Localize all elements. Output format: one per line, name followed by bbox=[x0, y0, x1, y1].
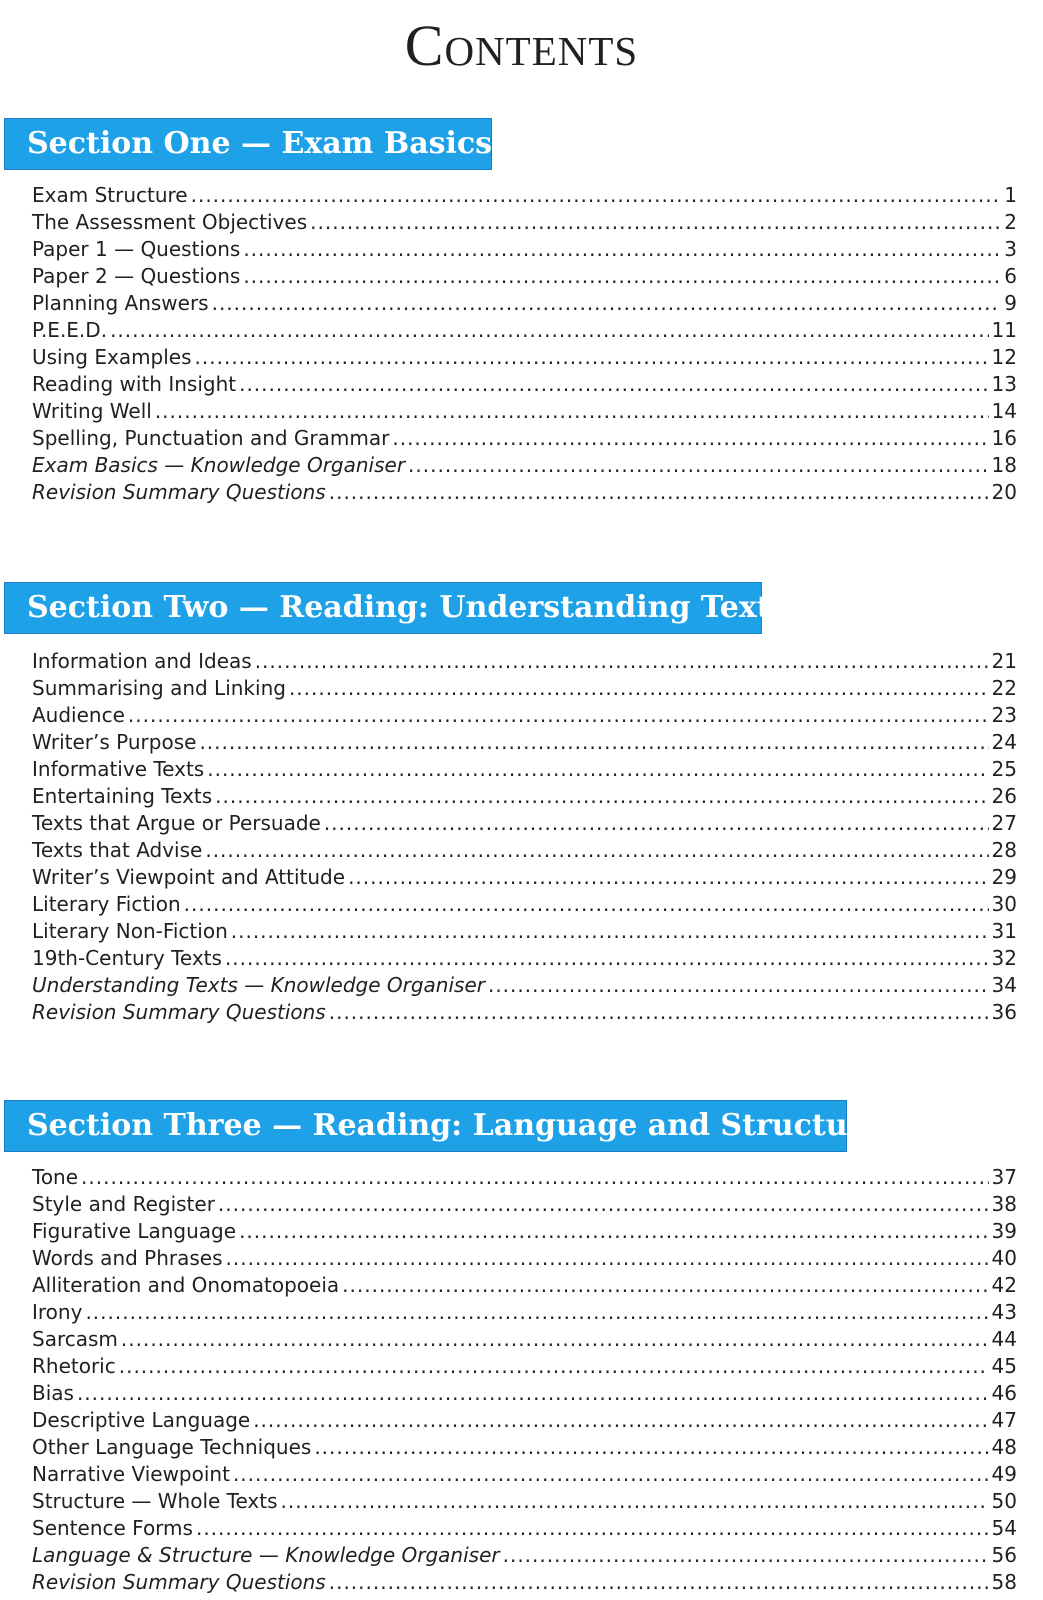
toc-entry bbox=[32, 479, 1017, 506]
dot-leader bbox=[207, 756, 988, 783]
toc-entry bbox=[32, 648, 1017, 675]
toc-entry-title: Revision Summary Questions bbox=[32, 480, 326, 504]
toc-entry-title: Words and Phrases bbox=[32, 1246, 223, 1270]
toc-entry bbox=[32, 1326, 1017, 1353]
dot-leader bbox=[226, 1245, 989, 1272]
toc-entry-page: 23 bbox=[991, 703, 1017, 727]
toc-entry-title: Using Examples bbox=[32, 345, 192, 369]
toc-entry-page: 56 bbox=[991, 1543, 1017, 1567]
toc-entry-page: 31 bbox=[991, 919, 1017, 943]
toc-entry-title: Entertaining Texts bbox=[32, 784, 213, 808]
toc-entry bbox=[32, 1515, 1017, 1542]
toc-entry-page: 58 bbox=[991, 1570, 1017, 1594]
toc-entry-title: Figurative Language bbox=[32, 1219, 237, 1243]
toc-entry-title: Literary Non-Fiction bbox=[32, 919, 228, 943]
toc-entry bbox=[32, 972, 1017, 999]
toc-entry-title: Writer’s Purpose bbox=[32, 730, 197, 754]
toc-entry-page: 3 bbox=[1004, 237, 1017, 261]
toc-entry bbox=[32, 1488, 1017, 1515]
toc-entry-title: Revision Summary Questions bbox=[32, 1570, 326, 1594]
toc-entry-page: 1 bbox=[1004, 183, 1017, 207]
dot-leader bbox=[239, 1218, 988, 1245]
dot-leader bbox=[121, 1326, 989, 1353]
toc-entry bbox=[32, 236, 1017, 263]
toc-entry bbox=[32, 1272, 1017, 1299]
toc-entry bbox=[32, 1245, 1017, 1272]
dot-leader bbox=[81, 1164, 989, 1191]
toc-entry-page: 32 bbox=[991, 946, 1017, 970]
dot-leader bbox=[503, 1542, 989, 1569]
toc-entry-page: 22 bbox=[991, 676, 1017, 700]
dot-leader bbox=[314, 1434, 988, 1461]
toc-entry-page: 6 bbox=[1004, 264, 1017, 288]
toc-entry-title: Texts that Advise bbox=[32, 838, 203, 862]
toc-entry-page: 2 bbox=[1004, 210, 1017, 234]
toc-entry-title: The Assessment Objectives bbox=[32, 210, 308, 234]
toc-entry bbox=[32, 1380, 1017, 1407]
toc-entry-page: 47 bbox=[991, 1408, 1017, 1432]
toc-list bbox=[32, 648, 1017, 1026]
toc-entry-page: 48 bbox=[991, 1435, 1017, 1459]
toc-entry bbox=[32, 182, 1017, 209]
toc-entry bbox=[32, 290, 1017, 317]
toc-entry-title: Exam Structure bbox=[32, 183, 188, 207]
toc-entry-page: 37 bbox=[991, 1165, 1017, 1189]
toc-entry-page: 11 bbox=[991, 318, 1017, 342]
toc-entry-page: 42 bbox=[991, 1273, 1017, 1297]
toc-entry-title: Paper 2 — Questions bbox=[32, 264, 241, 288]
dot-leader bbox=[212, 290, 1002, 317]
dot-leader bbox=[231, 918, 989, 945]
toc-entry-title: Language & Structure — Knowledge Organiser bbox=[32, 1543, 500, 1567]
toc-entry-title: Narrative Viewpoint bbox=[32, 1462, 230, 1486]
toc-entry-page: 38 bbox=[991, 1192, 1017, 1216]
dot-leader bbox=[218, 1191, 989, 1218]
toc-entry bbox=[32, 864, 1017, 891]
dot-leader bbox=[215, 783, 988, 810]
toc-entry-page: 21 bbox=[991, 649, 1017, 673]
toc-entry bbox=[32, 756, 1017, 783]
dot-leader bbox=[119, 1353, 989, 1380]
dot-leader bbox=[239, 371, 988, 398]
dot-leader bbox=[329, 1569, 989, 1596]
toc-entry-page: 40 bbox=[991, 1246, 1017, 1270]
dot-leader bbox=[191, 182, 1002, 209]
toc-list bbox=[32, 1164, 1017, 1596]
toc-entry-title: Exam Basics — Knowledge Organiser bbox=[32, 453, 406, 477]
toc-entry-title: Writing Well bbox=[32, 399, 152, 423]
toc-entry bbox=[32, 1299, 1017, 1326]
toc-entry bbox=[32, 1353, 1017, 1380]
toc-entry-page: 16 bbox=[991, 426, 1017, 450]
toc-entry-page: 50 bbox=[991, 1489, 1017, 1513]
toc-entry-title: Other Language Techniques bbox=[32, 1435, 312, 1459]
toc-entry bbox=[32, 371, 1017, 398]
toc-entry-page: 34 bbox=[991, 973, 1017, 997]
toc-entry-page: 12 bbox=[991, 345, 1017, 369]
toc-entry bbox=[32, 1542, 1017, 1569]
toc-entry-page: 30 bbox=[991, 892, 1017, 916]
toc-entry-title: Bias bbox=[32, 1381, 74, 1405]
dot-leader bbox=[195, 344, 989, 371]
dot-leader bbox=[225, 945, 989, 972]
toc-entry-title: Informative Texts bbox=[32, 757, 205, 781]
toc-entry-page: 46 bbox=[991, 1381, 1017, 1405]
toc-entry-title: Planning Answers bbox=[32, 291, 209, 315]
dot-leader bbox=[184, 891, 989, 918]
toc-entry bbox=[32, 918, 1017, 945]
toc-entry bbox=[32, 398, 1017, 425]
dot-leader bbox=[324, 810, 989, 837]
toc-entry-page: 14 bbox=[991, 399, 1017, 423]
toc-entry bbox=[32, 729, 1017, 756]
toc-entry-title: 19th-Century Texts bbox=[32, 946, 222, 970]
toc-entry bbox=[32, 891, 1017, 918]
dot-leader bbox=[205, 837, 988, 864]
toc-entry-page: 54 bbox=[991, 1516, 1017, 1540]
toc-entry-title: Tone bbox=[32, 1165, 79, 1189]
toc-entry bbox=[32, 425, 1017, 452]
toc-entry bbox=[32, 999, 1017, 1026]
toc-entry-title: Rhetoric bbox=[32, 1354, 116, 1378]
toc-entry-page: 49 bbox=[991, 1462, 1017, 1486]
toc-entry bbox=[32, 1407, 1017, 1434]
toc-entry bbox=[32, 810, 1017, 837]
toc-entry-page: 25 bbox=[991, 757, 1017, 781]
dot-leader bbox=[281, 1488, 989, 1515]
dot-leader bbox=[155, 398, 989, 425]
toc-entry-title: Paper 1 — Questions bbox=[32, 237, 241, 261]
toc-entry bbox=[32, 1461, 1017, 1488]
dot-leader bbox=[233, 1461, 989, 1488]
dot-leader bbox=[392, 425, 988, 452]
section-heading: Section One — Exam Basics bbox=[4, 118, 492, 170]
toc-entry-page: 45 bbox=[991, 1354, 1017, 1378]
toc-entry bbox=[32, 1191, 1017, 1218]
toc-entry-title: Sarcasm bbox=[32, 1327, 118, 1351]
toc-entry-page: 39 bbox=[991, 1219, 1017, 1243]
toc-entry bbox=[32, 783, 1017, 810]
toc-entry-page: 27 bbox=[991, 811, 1017, 835]
toc-entry-title: Alliteration and Onomatopoeia bbox=[32, 1273, 340, 1297]
toc-entry-page: 18 bbox=[991, 453, 1017, 477]
toc-entry-title: Sentence Forms bbox=[32, 1516, 193, 1540]
page-title: Contents bbox=[404, 13, 639, 78]
toc-entry-page: 43 bbox=[991, 1300, 1017, 1324]
toc-entry-title: Writer’s Viewpoint and Attitude bbox=[32, 865, 346, 889]
toc-entry-title: Audience bbox=[32, 703, 125, 727]
toc-entry-page: 36 bbox=[991, 1000, 1017, 1024]
dot-leader bbox=[348, 864, 988, 891]
dot-leader bbox=[243, 236, 1001, 263]
dot-leader bbox=[329, 479, 989, 506]
toc-entry bbox=[32, 1164, 1017, 1191]
toc-entry bbox=[32, 1434, 1017, 1461]
toc-entry-page: 26 bbox=[991, 784, 1017, 808]
toc-entry bbox=[32, 702, 1017, 729]
section-heading: Section Two — Reading: Understanding Texts bbox=[4, 582, 762, 634]
toc-entry-title: Reading with Insight bbox=[32, 372, 237, 396]
dot-leader bbox=[243, 263, 1001, 290]
dot-leader bbox=[128, 702, 989, 729]
toc-entry bbox=[32, 1569, 1017, 1596]
toc-entry-title: Summarising and Linking bbox=[32, 676, 286, 700]
dot-leader bbox=[196, 1515, 989, 1542]
toc-entry bbox=[32, 209, 1017, 236]
toc-entry-page: 13 bbox=[991, 372, 1017, 396]
dot-leader bbox=[342, 1272, 988, 1299]
toc-entry-title: P.E.E.D. bbox=[32, 318, 108, 342]
dot-leader bbox=[85, 1299, 988, 1326]
toc-entry bbox=[32, 675, 1017, 702]
toc-entry bbox=[32, 837, 1017, 864]
toc-entry bbox=[32, 263, 1017, 290]
dot-leader bbox=[408, 452, 989, 479]
toc-entry-page: 29 bbox=[991, 865, 1017, 889]
toc-entry bbox=[32, 317, 1017, 344]
dot-leader bbox=[488, 972, 989, 999]
toc-entry-title: Descriptive Language bbox=[32, 1408, 251, 1432]
toc-list bbox=[32, 182, 1017, 506]
dot-leader bbox=[77, 1380, 989, 1407]
toc-entry-title: Revision Summary Questions bbox=[32, 1000, 326, 1024]
toc-entry-page: 20 bbox=[991, 480, 1017, 504]
toc-entry-page: 24 bbox=[991, 730, 1017, 754]
toc-entry-title: Structure — Whole Texts bbox=[32, 1489, 278, 1513]
dot-leader bbox=[310, 209, 1001, 236]
toc-entry-title: Spelling, Punctuation and Grammar bbox=[32, 426, 390, 450]
dot-leader bbox=[255, 648, 989, 675]
toc-entry-title: Understanding Texts — Knowledge Organiser bbox=[32, 973, 485, 997]
toc-entry bbox=[32, 945, 1017, 972]
toc-entry bbox=[32, 452, 1017, 479]
toc-entry bbox=[32, 1218, 1017, 1245]
toc-entry-title: Information and Ideas bbox=[32, 649, 252, 673]
dot-leader bbox=[253, 1407, 988, 1434]
toc-entry bbox=[32, 344, 1017, 371]
dot-leader bbox=[329, 999, 989, 1026]
dot-leader bbox=[289, 675, 989, 702]
dot-leader bbox=[110, 317, 988, 344]
toc-entry-page: 9 bbox=[1004, 291, 1017, 315]
dot-leader bbox=[199, 729, 988, 756]
toc-entry-title: Texts that Argue or Persuade bbox=[32, 811, 321, 835]
toc-entry-title: Style and Register bbox=[32, 1192, 215, 1216]
toc-entry-page: 28 bbox=[991, 838, 1017, 862]
toc-entry-page: 44 bbox=[991, 1327, 1017, 1351]
toc-entry-title: Literary Fiction bbox=[32, 892, 181, 916]
section-heading: Section Three — Reading: Language and Structure bbox=[4, 1100, 847, 1152]
toc-entry-title: Irony bbox=[32, 1300, 83, 1324]
